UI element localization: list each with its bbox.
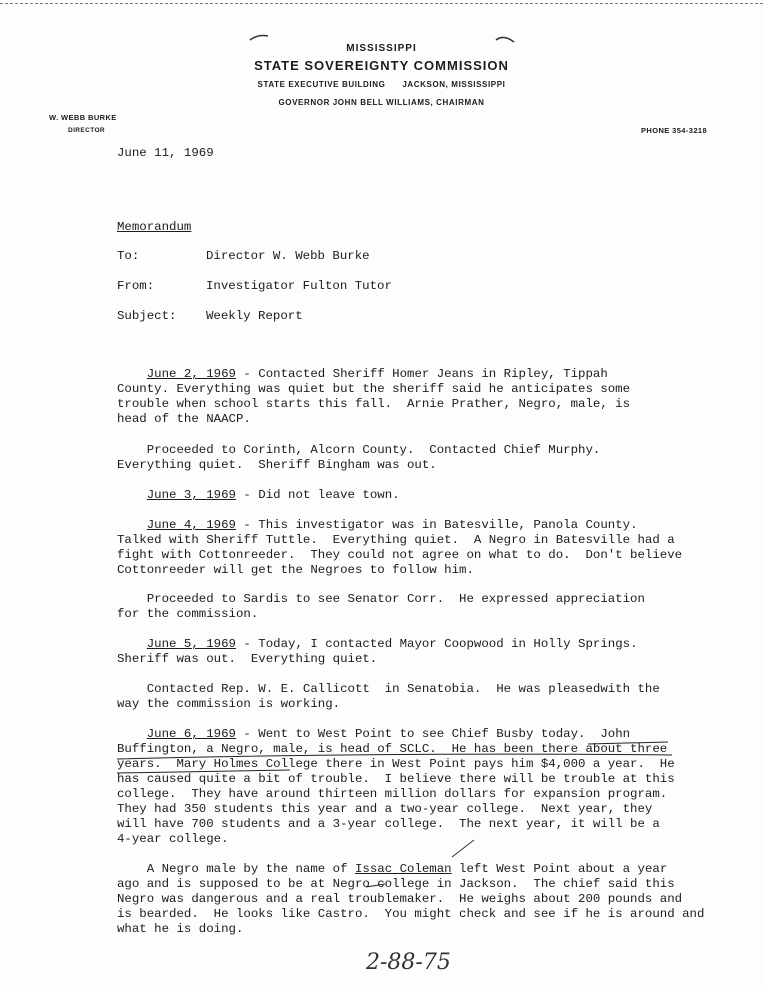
text-line: - Today, I contacted Mayor Coopwood in Holly Springs. xyxy=(235,637,638,651)
subject-value: Weekly Report xyxy=(206,309,303,323)
text-line: - Did not leave town. xyxy=(235,488,400,502)
letterhead-chairman: GOVERNOR JOHN BELL WILLIAMS, CHAIRMAN xyxy=(278,98,485,107)
to-value: Director W. Webb Burke xyxy=(206,249,370,263)
entry-date: June 5, 1969 xyxy=(146,637,236,651)
text-line: is bearded. He looks like Castro. You might check and see if he is around and xyxy=(117,907,705,921)
text-line: what he is doing. xyxy=(117,922,244,936)
director-name: W. WEBB BURKE xyxy=(49,113,117,122)
text-line: - Contacted Sheriff Homer Jeans in Ripley, Tippah xyxy=(235,367,608,381)
text-line: will have 700 students and a 3-year college. The next year, it will be a xyxy=(117,817,660,831)
phone-number: PHONE 354-3218 xyxy=(641,126,708,135)
from-value: Investigator Fulton Tutor xyxy=(206,279,392,293)
text-line: Cottonreeder will get the Negroes to follow him. xyxy=(117,563,474,577)
text-line: Buffington, a Negro, male, is head of SCLC. He has been there about three xyxy=(117,742,668,756)
text-line: ago and is supposed to be at Negro college in Jackson. The chief said this xyxy=(117,877,675,891)
text-line: County. Everything was quiet but the sheriff said he anticipates some xyxy=(117,382,631,396)
text-line: Proceeded to Sardis to see Senator Corr. He expressed appreciation xyxy=(117,592,645,606)
from-label: From: xyxy=(117,279,155,293)
text-line: 4-year college. xyxy=(117,832,229,846)
text-line: college. They have around thirteen million dollars for expansion program. xyxy=(117,787,668,801)
subject-label: Subject: xyxy=(117,309,177,323)
handwritten-file-number: 2-88-75 xyxy=(366,950,451,975)
person-name: Issac Coleman xyxy=(354,862,452,876)
text-line: trouble when school starts this fall. Arnie Prather, Negro, male, is xyxy=(117,397,631,411)
paragraph-coleman xyxy=(117,862,717,937)
entry-date: June 2, 1969 xyxy=(146,367,236,381)
address-building: STATE EXECUTIVE BUILDING xyxy=(257,80,386,89)
text-line: Contacted Rep. W. E. Callicott in Senatobia. He was pleasedwith the xyxy=(117,682,660,696)
text-line: left West Point about a year xyxy=(451,862,668,876)
text-line: for the commission. xyxy=(117,607,259,621)
text-line: has caused quite a bit of trouble. I believe there will be trouble at this xyxy=(117,772,675,786)
text-line: They had 350 students this year and a two-year college. Next year, they xyxy=(117,802,653,816)
text-line: Talked with Sheriff Tuttle. Everything quiet. A Negro in Batesville had a xyxy=(117,533,675,547)
letterhead-commission: STATE SOVEREIGNTY COMMISSION xyxy=(254,58,509,73)
text-line: Sheriff was out. Everything quiet. xyxy=(117,652,378,666)
address-city: JACKSON, MISSISSIPPI xyxy=(402,80,506,89)
director-title: DIRECTOR xyxy=(68,127,106,134)
entry-date: June 6, 1969 xyxy=(146,727,236,741)
text-line: Everything quiet. Sheriff Bingham was out. xyxy=(117,458,437,472)
text-line: Proceeded to Corinth, Alcorn County. Contacted Chief Murphy. xyxy=(117,443,601,457)
entry-date: June 3, 1969 xyxy=(146,488,236,502)
text-line: fight with Cottonreeder. They could not agree on what to do. Don't believe xyxy=(117,548,683,562)
text-line: head of the NAACP. xyxy=(117,412,251,426)
text-line: way the commission is working. xyxy=(117,697,341,711)
text-line: years. Mary Holmes College there in West Point pays him $4,000 a year. He xyxy=(117,757,675,771)
text-line: - This investigator was in Batesville, Panola County. xyxy=(235,518,638,532)
to-label: To: xyxy=(117,249,140,263)
text-line: Negro was dangerous and a real troublemaker. He weighs about 200 pounds and xyxy=(117,892,683,906)
text-line: A Negro male by the name of xyxy=(117,862,355,876)
letterhead-state: MISSISSIPPI xyxy=(346,43,417,54)
text-line: - Went to West Point to see Chief Busby today. John xyxy=(235,727,631,741)
entry-date: June 4, 1969 xyxy=(146,518,236,532)
memo-heading: Memorandum xyxy=(117,220,192,234)
letter-date: June 11, 1969 xyxy=(117,146,214,160)
